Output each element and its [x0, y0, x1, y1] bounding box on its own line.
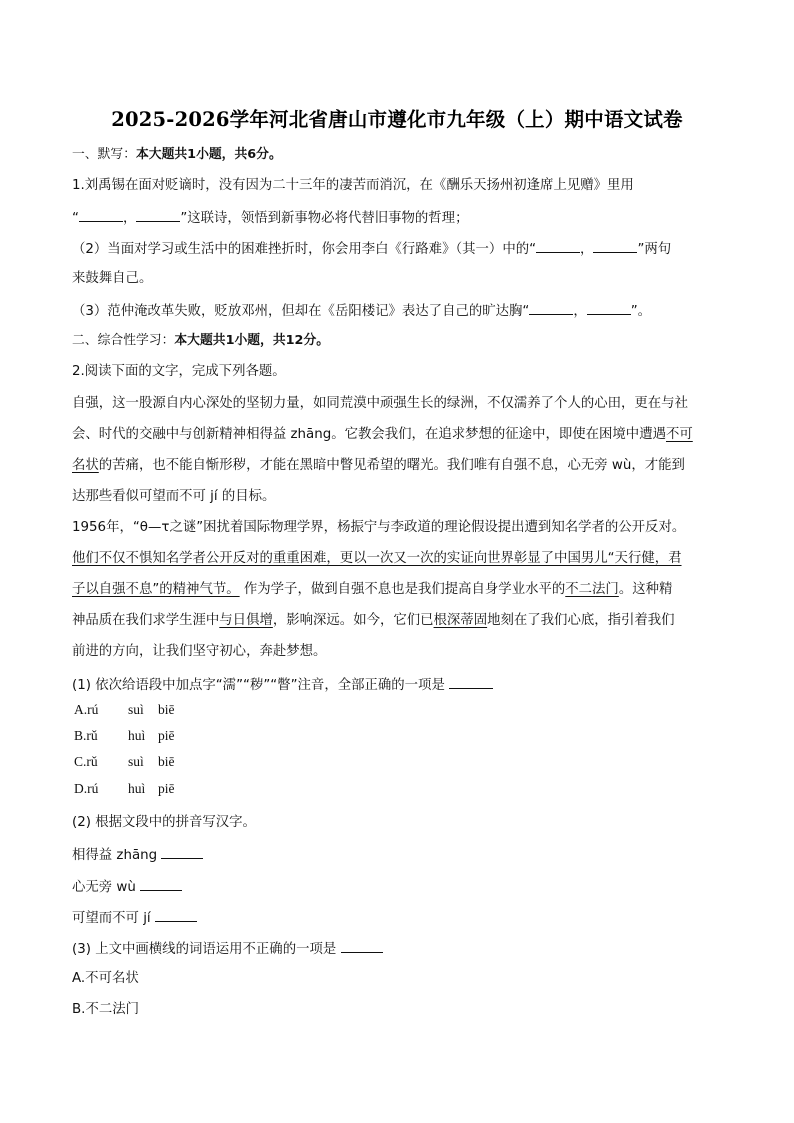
passage-line — [72, 456, 685, 476]
pinyin-text: 可望而不可 jí — [72, 911, 151, 926]
passage-text: 的苦痛，也不能自惭形秽，才能在黑暗中瞥见希望的曙光。我们唯有自强不息，心无旁 wù，才能到 — [98, 458, 685, 473]
underlined-sentence: 他们不仅不惧知名学者公开反对的重重困难，更以一次又一次的实证向世界彰显了中国男儿“天行健，君 — [72, 551, 682, 566]
passage-text: 作为学子，做到自强不息也是我们提高自身学业水平的 — [239, 582, 566, 597]
q1-sub3-line — [72, 300, 651, 322]
comma: ， — [573, 304, 587, 319]
passage-line — [72, 425, 693, 445]
q1-sub2-tail: ”两句 — [637, 242, 672, 257]
pinyin-text: 相得益 zhāng — [72, 848, 158, 863]
passage-text: 。这种精 — [618, 582, 673, 597]
pinyin-item — [72, 907, 197, 929]
q1-sub3-tail: ”。 — [630, 304, 652, 319]
answer-blank[interactable] — [155, 907, 197, 922]
passage-line — [72, 549, 682, 569]
section-info: 本大题共1小题，共6分。 — [135, 147, 282, 162]
answer-blank[interactable] — [161, 844, 203, 859]
underlined-phrase: 不二法门 — [565, 582, 619, 597]
q1-sub2-text: （2）当面对学习或生活中的困难挫折时，你会用李白《行路难》（其一）中的“ — [72, 242, 537, 257]
pinyin-item — [72, 876, 182, 898]
section-header-2 — [72, 331, 329, 351]
option-b[interactable]: B.不二法门 — [72, 1002, 140, 1017]
section-label: 二、综合性学习： — [72, 333, 175, 348]
answer-blank[interactable] — [136, 207, 180, 222]
passage-line — [72, 611, 675, 631]
q1-line-2 — [72, 207, 468, 229]
subquestion-1 — [72, 674, 493, 696]
answer-blank[interactable] — [536, 238, 580, 253]
passage-line: 前进的方向，让我们坚守初心，奔赴梦想。 — [72, 644, 327, 659]
answer-blank[interactable] — [587, 300, 631, 315]
passage-text: ，影响深远。如今，它们已 — [272, 613, 434, 628]
passage-text: 神品质在我们求学生涯中 — [72, 613, 220, 628]
comma: ， — [122, 211, 137, 226]
answer-blank[interactable] — [341, 938, 383, 953]
answer-blank[interactable] — [140, 876, 182, 891]
subquestion-2: (2) 根据文段中的拼音写汉字。 — [72, 815, 256, 830]
answer-blank[interactable] — [449, 674, 493, 689]
q1-sub2-line — [72, 238, 671, 260]
option-b[interactable]: B.rǔ huì piē — [74, 728, 175, 743]
passage-line: 达那些看似可望而不可 jí 的目标。 — [72, 489, 276, 504]
pinyin-text: 心无旁 wù — [72, 880, 136, 895]
option-a[interactable]: A.rú suì biē — [74, 702, 175, 717]
underlined-sentence: 子以自强不息”的精神气节。 — [72, 582, 240, 597]
subquestion-3 — [72, 938, 383, 960]
passage-text: 会、时代的交融中与创新精神相得益 zhāng。它教会我们，在追求梦想的征途中，即使在困境中遭遇 — [72, 427, 666, 442]
quote-open: “ — [72, 211, 79, 226]
passage-line: 自强，这一股源自内心深处的坚韧力量，如同荒漠中顽强生长的绿洲，不仅濡养了个人的心田，更在与社 — [72, 396, 688, 411]
page-title: 2025-2026学年河北省唐山市遵化市九年级（上）期中语文试卷 — [111, 108, 683, 131]
subquestion-text: (1) 依次给语段中加点字“濡”“秽”“瞥”注音，全部正确的一项是 — [72, 678, 445, 693]
underlined-phrase: 根深蒂固 — [433, 613, 488, 628]
q2-intro: 2.阅读下面的文字，完成下列各题。 — [72, 364, 286, 379]
answer-blank[interactable] — [593, 238, 637, 253]
passage-line — [72, 580, 672, 600]
comma: ， — [580, 242, 594, 257]
option-c[interactable]: C.rǔ suì biē — [74, 754, 175, 769]
q1-line-1: 1.刘禹锡在面对贬谪时，没有因为二十三年的凄苦而消沉，在《酬乐天扬州初逢席上见赠》里用 — [72, 178, 634, 193]
passage-line: 1956年，“θ—τ之谜”困扰着国际物理学界，杨振宁与李政道的理论假设提出遭到知名学者的公开反对。 — [72, 520, 686, 535]
section-label: 一、默写： — [72, 147, 136, 162]
section-header-1 — [72, 145, 282, 165]
underlined-phrase: 与日俱增 — [219, 613, 273, 628]
option-d[interactable]: D.rú huì piē — [74, 781, 175, 796]
underlined-phrase: 名状 — [72, 458, 99, 473]
q1-line-2-text: ”这联诗，领悟到新事物必将代替旧事物的哲理； — [180, 211, 469, 226]
option-a[interactable]: A.不可名状 — [72, 971, 139, 986]
section-info: 本大题共1小题，共12分。 — [174, 333, 330, 348]
answer-blank[interactable] — [529, 300, 573, 315]
q1-sub3-text: （3）范仲淹改革失败，贬放邓州，但却在《岳阳楼记》表达了自己的旷达胸“ — [72, 304, 530, 319]
underlined-phrase: 不可 — [665, 427, 693, 442]
passage-text: 地刻在了我们心底，指引着我们 — [487, 613, 675, 628]
q1-sub2-cont: 来鼓舞自己。 — [72, 271, 153, 286]
subquestion-text: (3) 上文中画横线的词语运用不正确的一项是 — [72, 942, 337, 957]
pinyin-item — [72, 844, 203, 866]
answer-blank[interactable] — [79, 207, 123, 222]
